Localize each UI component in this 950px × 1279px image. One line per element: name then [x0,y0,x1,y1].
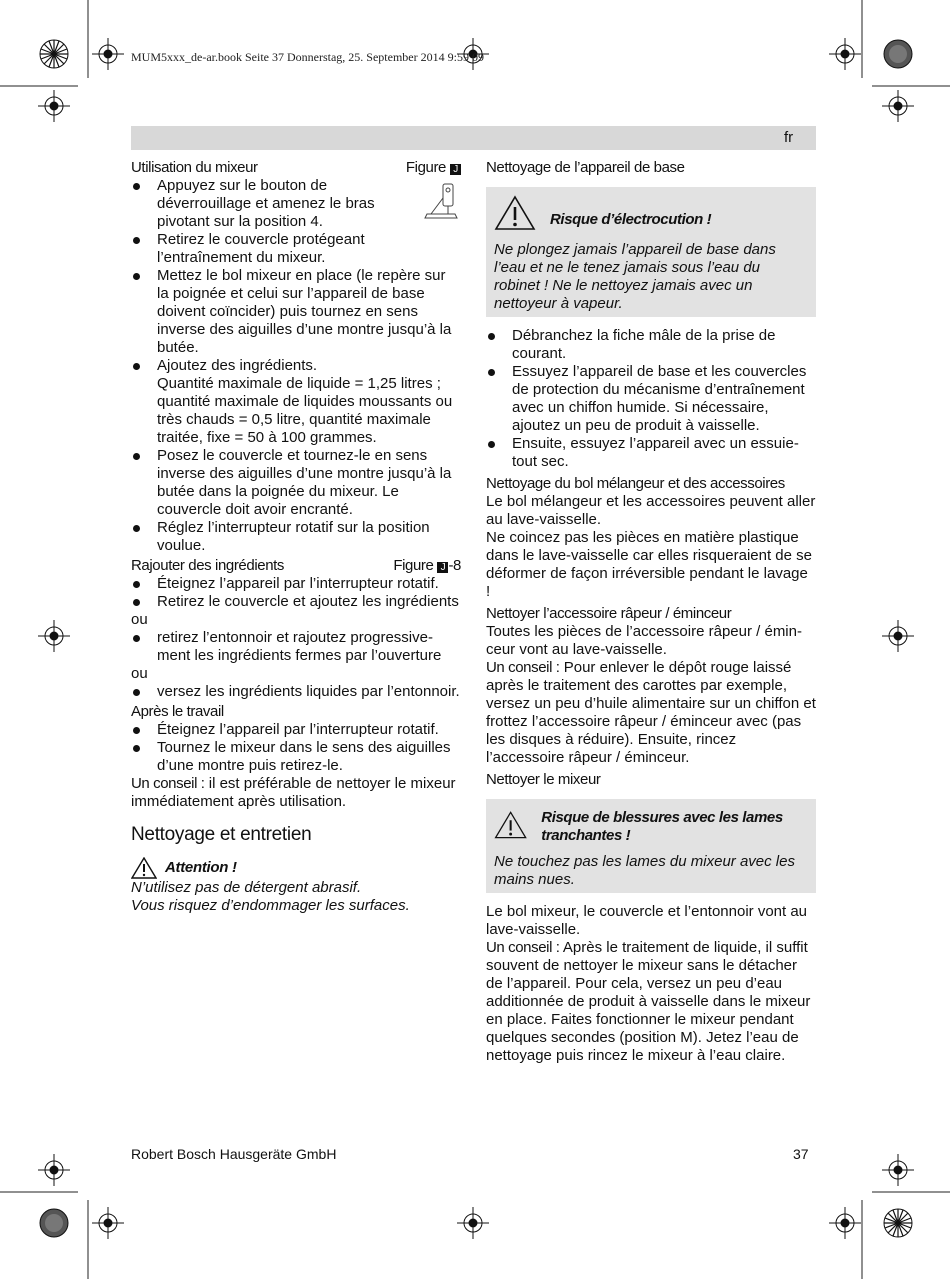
list-item: Posez le couvercle et tournez-le en sens inverse des aiguilles d’une montre jusqu’à la butée dans la poignée du mixeur. Le couvercle doit avoir encranté. [131,447,461,519]
list-item: Ensuite, essuyez l’appareil avec un essuie-tout sec. [486,435,816,471]
warning-title: Risque d’électrocution ! [550,211,712,228]
bowl-text: Ne coincez pas les pièces en matière plastique dans le lave-vaisselle car elles risqueraient de se déformer de façon irréversible pendant le lavage ! [486,529,813,600]
attention-line [131,857,461,879]
attention-title: Attention ! [165,859,237,876]
warning-text: Ne touchez pas les lames du mixeur avec les mains nues. [494,853,795,888]
warning-box-blades [486,799,816,893]
list-item: Retirez le couvercle et ajoutez les ingrédients [131,593,461,611]
list-item: Tournez le mixeur dans le sens des aiguilles d’une montre puis retirez-le. [131,739,461,775]
blender-tip: Un conseil : Après le traitement de liquide, il suffit souvent de nettoyer le mixeur sans le détacher de l’appareil. Pour cela, versez un peu d’eau additionnée de produit à vaisselle dans le mixeur en place. Faites fonctionner le mixeur pendant quelques secondes (position M). Jetez l’eau de nettoyage puis rincez le mixeur à l’eau claire. [486,939,811,1064]
header-band [131,126,816,150]
left-column [131,159,461,915]
list-item: Éteignez l’appareil par l’interrupteur rotatif. [131,721,461,739]
add-list-3 [131,683,461,701]
blender-text: Le bol mixeur, le couvercle et l’entonnoir vont au lave-vaisselle. [486,903,808,938]
usage-list [131,177,461,555]
tip-paragraph: Un conseil : il est préférable de nettoyer le mixeur immédiatement après utilisation. [131,775,456,810]
list-item: Débranchez la fiche mâle de la prise de courant. [486,327,816,363]
warning-triangle-icon [131,857,157,879]
list-item: Appuyez sur le bouton de déverrouillage et amenez le bras pivotant sur la position 4. [131,177,461,231]
add-title: Rajouter des ingrédients [131,557,284,574]
grater-text: Toutes les pièces de l’accessoire râpeur / éminceur vont au lave-vaisselle. [486,623,802,658]
warning-triangle-icon [494,807,527,843]
grater-tip: Un conseil : Pour enlever le dépôt rouge laissé après le traitement des carottes par exemple, versez un peu d’huile alimentaire sur un chiffon et frottez l’accessoire râpeur / éminceur avec (pas les disques à réduire). Ensuite, rincez l’accessoire râpeur / éminceur. [486,659,816,766]
right-column [486,159,816,1065]
list-item: Mettez le bol mixeur en place (le repère sur la poignée et celui sur l’appareil de base doivent coïncider) puis tournez en sens inverse des aiguilles d’une montre jusqu’à la butée. [131,267,461,357]
add-figure-ref: Figure J -8 [393,557,461,574]
usage-heading [131,159,461,177]
footer-company: Robert Bosch Hausgeräte GmbH [131,1146,337,1162]
list-item: Réglez l’interrupteur rotatif sur la position voulue. [131,519,461,555]
after-list [131,721,461,775]
list-item: Essuyez l’appareil de base et les couvercles de protection du mécanisme d’entraînement avec un chiffon humide. Si nécessaire, ajoutez un peu de produit à vaisselle. [486,363,816,435]
blender-title: Nettoyer le mixeur [486,771,601,788]
bowl-text: Le bol mélangeur et les accessoires peuvent aller au lave-vaisselle. [486,493,816,528]
add-heading [131,557,461,575]
after-title: Après le travail [131,703,224,720]
base-list [486,327,816,471]
add-list-2 [131,629,461,665]
or-text: ou [131,611,148,628]
list-item: Retirez le couvercle protégeant l’entraînement du mixeur. [131,231,461,267]
warning-triangle-icon [494,195,536,231]
page-number: 37 [793,1146,809,1162]
attention-text: N’utilisez pas de détergent abrasif. Vous risquez d’endommager les surfaces. [131,879,410,914]
cleaning-heading: Nettoyage et entretien [131,824,312,845]
warning-text: Ne plongez jamais l’appareil de base dans l’eau et ne le tenez jamais sous l’eau du robinet ! Ne le nettoyez jamais avec un nettoyeur à vapeur. [494,241,776,312]
list-item: Ajoutez des ingrédients. Quantité maximale de liquide = 1,25 litres ; quantité maximale de liquides moussants ou très chauds = 0,5 litre, quantité maximale traitée, fixe = 50 à 100 grammes. [131,357,461,447]
base-title: Nettoyage de l’appareil de base [486,159,685,176]
usage-figure-ref: Figure J [406,159,461,177]
warning-box-electrocution [486,187,816,317]
bowl-title: Nettoyage du bol mélangeur et des accessoires [486,475,785,492]
grater-title: Nettoyer l’accessoire râpeur / éminceur [486,605,732,622]
warning-title: Risque de blessures avec les lames tranchantes ! [541,809,783,844]
figure-letter-box: J [450,164,461,175]
usage-title: Utilisation du mixeur [131,159,258,176]
or-text: ou [131,665,148,682]
language-code: fr [784,129,794,146]
add-list-1 [131,575,461,611]
print-header: MUM5xxx_de-ar.book Seite 37 Donnerstag, 25. September 2014 9:59 09 [131,50,484,64]
figure-letter-box: J [437,562,448,573]
list-item: versez les ingrédients liquides par l’entonnoir. [131,683,461,701]
list-item: Éteignez l’appareil par l’interrupteur rotatif. [131,575,461,593]
list-item: retirez l’entonnoir et rajoutez progressivement les ingrédients fermes par l’ouverture [131,629,461,665]
